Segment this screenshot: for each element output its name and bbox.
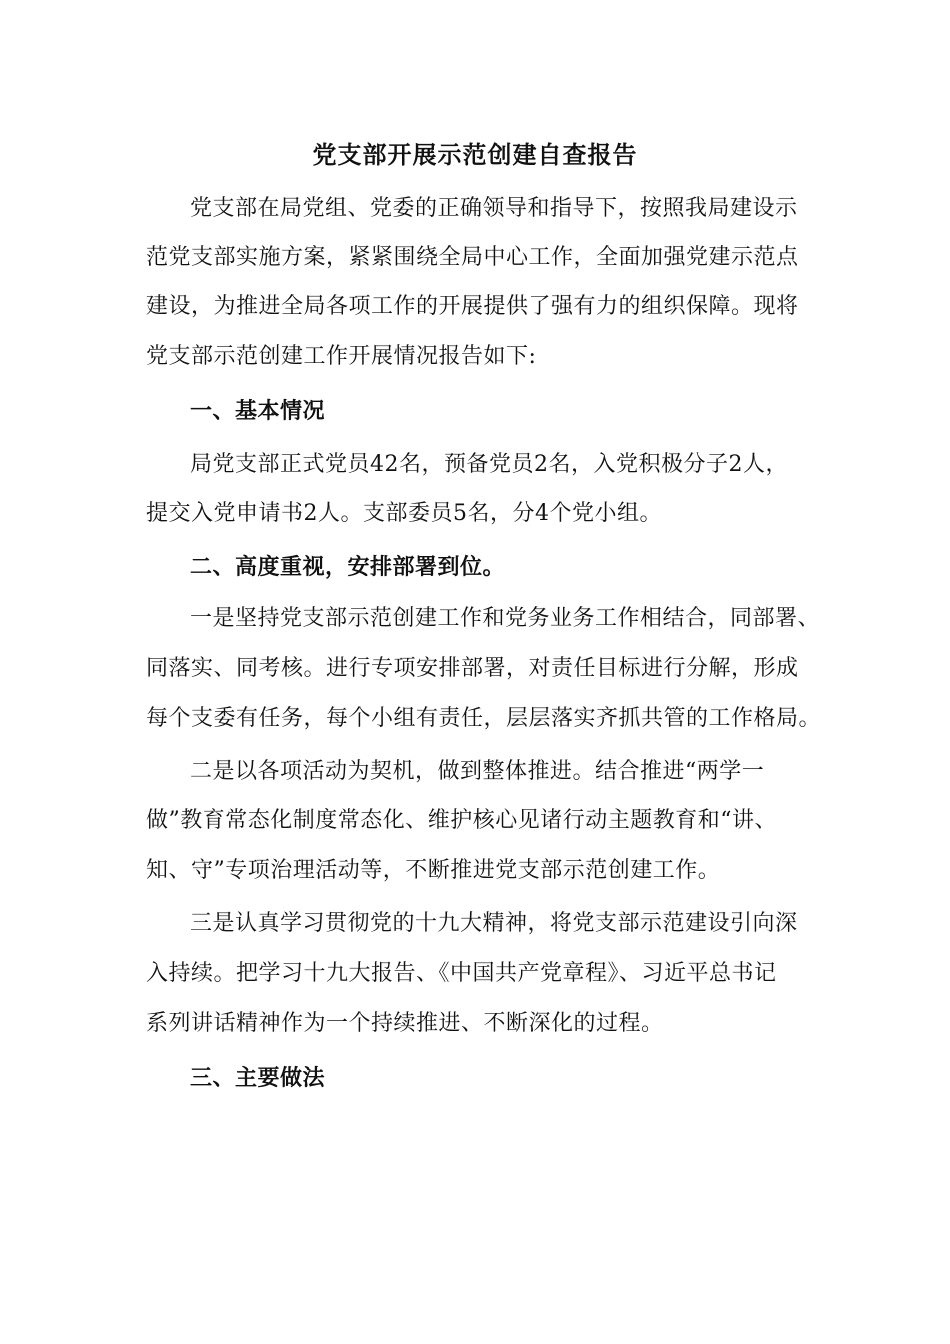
deployment-para1-line-2: 同落实、同考核。进行专项安排部署，对责任目标进行分解，形成 [146,656,799,681]
deployment-para2-line-2: 做”教育常态化制度常态化、维护核心见诸行动主题教育和“讲、 [146,808,777,833]
deployment-para1-line-3: 每个支委有任务，每个小组有责任，层层落实齐抓共管的工作格局。 [146,706,822,731]
basic-info-line-2: 提交入党申请书2人。支部委员5名，分4个党小组。 [146,501,662,526]
section-heading-basic-info: 一、基本情况 [190,398,326,424]
section-heading-deployment: 二、高度重视，安排部署到位。 [190,554,506,580]
intro-line-1: 党支部在局党组、党委的正确领导和指导下，按照我局建设示 [190,196,798,221]
deployment-para2-line-3: 知、守”专项治理活动等，不断推进党支部示范创建工作。 [146,858,721,883]
section-heading-main-practices: 三、主要做法 [190,1065,326,1091]
intro-line-2: 范党支部实施方案，紧紧围绕全局中心工作，全面加强党建示范点 [146,245,799,270]
deployment-para2-line-1: 二是以各项活动为契机，做到整体推进。结合推进“两学一 [190,759,765,784]
intro-line-3: 建设，为推进全局各项工作的开展提供了强有力的组织保障。现将 [146,294,799,319]
basic-info-line-1: 局党支部正式党员42名，预备党员2名，入党积极分子2人， [190,452,788,477]
document-title: 党支部开展示范创建自查报告 [312,140,638,169]
deployment-para1-line-1: 一是坚持党支部示范创建工作和党务业务工作相结合，同部署、 [190,606,821,631]
deployment-para3-line-3: 系列讲话精神作为一个持续推进、不断深化的过程。 [146,1011,664,1036]
intro-line-4: 党支部示范创建工作开展情况报告如下: [146,344,537,369]
deployment-para3-line-2: 入持续。把学习十九大报告、《中国共产党章程》、习近平总书记 [146,961,777,986]
deployment-para3-line-1: 三是认真学习贯彻党的十九大精神，将党支部示范建设引向深 [190,911,798,936]
